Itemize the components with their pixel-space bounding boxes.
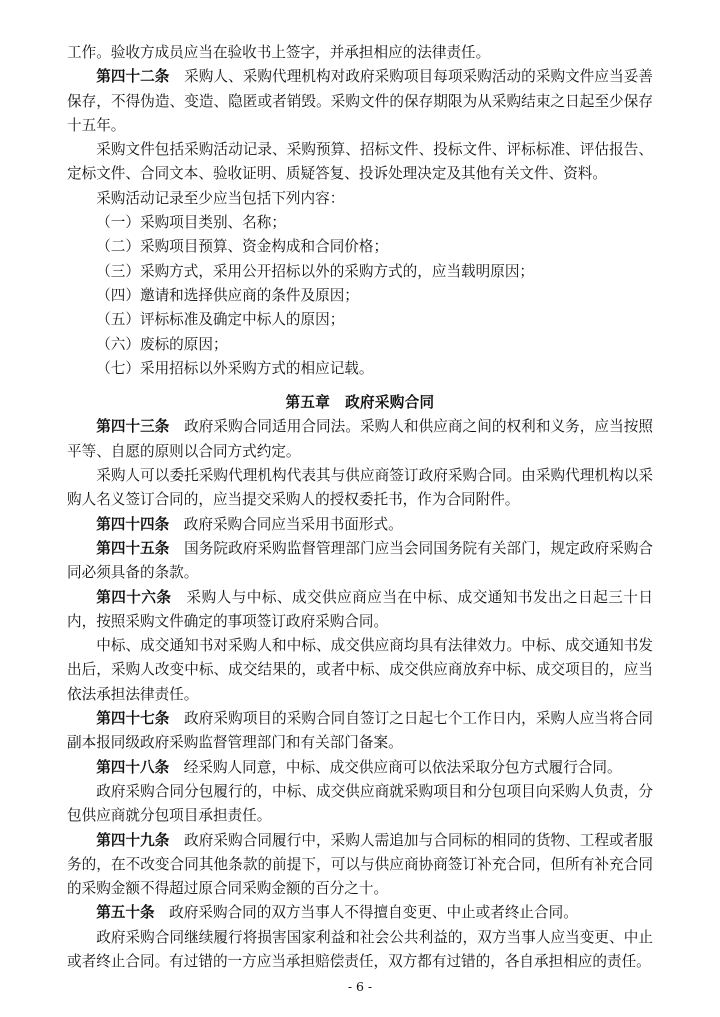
paragraph-text: 政府采购合同继续履行将损害国家利益和社会公共利益的，双方当事人应当变更、中止或者终止合同。有过错的一方应当承担赔偿责任，双方都有过错的，各自承担相应的责任。: [67, 928, 653, 970]
paragraph: [67, 41, 653, 65]
page-number: - 6 -: [347, 979, 373, 994]
article-number: 第四十五条: [96, 539, 170, 557]
paragraph: [67, 464, 653, 513]
article-text: 政府采购合同适用合同法。采购人和供应商之间的权利和义务，应当按照平等、自愿的原则以合同方式约定。: [67, 418, 653, 460]
article-number: 第五十条: [96, 904, 155, 922]
list-item: （七）采用招标以外采购方式的相应记载。: [96, 359, 374, 377]
article-49: [67, 829, 653, 902]
article-text: 政府采购合同履行中，采购人需追加与合同标的相同的货物、工程或者服务的，在不改变合同其他条款的前提下，可以与供应商协商签订补充合同，但所有补充合同的采购金额不得超过原合同采购金额的百分之十。: [67, 831, 653, 898]
article-number: 第四十三条: [96, 418, 170, 436]
list-item: （三）采购方式，采用公开招标以外的采购方式的，应当载明原因；: [96, 262, 535, 280]
paragraph: [67, 634, 653, 707]
article-text: 采购人与中标、成交供应商应当在中标、成交通知书发出之日起三十日内，按照采购文件确定的事项签订政府采购合同。: [67, 588, 653, 630]
paragraph-text: 中标、成交通知书对采购人和中标、成交供应商均具有法律效力。中标、成交通知书发出后，采购人改变中标、成交结果的，或者中标、成交供应商放弃中标、成交项目的，应当依法承担法律责任。: [67, 637, 653, 703]
list-item: （一）采购项目类别、名称；: [96, 214, 286, 232]
article-47: [67, 707, 653, 756]
article-text: 采购人、采购代理机构对政府采购项目每项采购活动的采购文件应当妥善保存，不得伪造、变造、隐匿或者销毁。采购文件的保存期限为从采购结束之日起至少保存十五年。: [67, 68, 653, 134]
article-46: [67, 586, 653, 635]
article-50: [67, 901, 653, 925]
article-43: [67, 415, 653, 464]
chapter-title: 第五章 政府采购合同: [285, 394, 435, 412]
paragraph: [67, 187, 653, 211]
list-item: （二）采购项目预算、资金构成和合同价格；: [96, 238, 389, 256]
article-number: 第四十六条: [96, 588, 172, 606]
record-content-list: [67, 211, 653, 381]
list-item: （五）评标标准及确定中标人的原因；: [96, 311, 345, 329]
article-42: [67, 65, 653, 138]
article-48: [67, 756, 653, 780]
list-item: （六）废标的原因；: [96, 335, 228, 353]
article-text: 经采购人同意，中标、成交供应商可以依法采取分包方式履行合同。: [169, 758, 622, 776]
paragraph-text: 采购人可以委托采购代理机构代表其与供应商签订政府采购合同。由采购代理机构以采购人名义签订合同的，应当提交采购人的授权委托书，作为合同附件。: [67, 467, 653, 509]
article-number: 第四十八条: [96, 758, 170, 776]
list-item: （四）邀请和选择供应商的条件及原因；: [96, 286, 359, 304]
article-45: [67, 537, 653, 586]
article-number: 第四十九条: [96, 831, 170, 849]
article-text: 政府采购合同应当采用书面形式。: [169, 515, 403, 533]
article-text: 国务院政府采购监督管理部门应当会同国务院有关部门，规定政府采购合同必须具备的条款。: [67, 539, 653, 582]
document-page: [67, 41, 653, 974]
article-text: 政府采购项目的采购合同自签订之日起七个工作日内，采购人应当将合同副本报同级政府采购监督管理部门和有关部门备案。: [67, 710, 653, 752]
paragraph: [67, 926, 653, 975]
article-number: 第四十七条: [96, 710, 170, 728]
article-text: 政府采购合同的双方当事人不得擅自变更、中止或者终止合同。: [154, 904, 578, 922]
article-44: [67, 513, 653, 537]
paragraph: [67, 138, 653, 187]
paragraph-text: 政府采购合同分包履行的，中标、成交供应商就采购项目和分包项目向采购人负责，分包供应商就分包项目承担责任。: [67, 782, 653, 825]
paragraph-text: 采购活动记录至少应当包括下列内容：: [96, 189, 345, 207]
paragraph: [67, 780, 653, 829]
article-number: 第四十二条: [96, 68, 170, 86]
article-number: 第四十四条: [96, 515, 170, 533]
paragraph-text: 工作。验收方成员应当在验收书上签字，并承担相应的法律责任。: [67, 44, 491, 61]
paragraph-text: 采购文件包括采购活动记录、采购预算、招标文件、投标文件、评标标准、评估报告、定标文件、合同文本、验收证明、质疑答复、投诉处理决定及其他有关文件、资料。: [67, 141, 653, 183]
